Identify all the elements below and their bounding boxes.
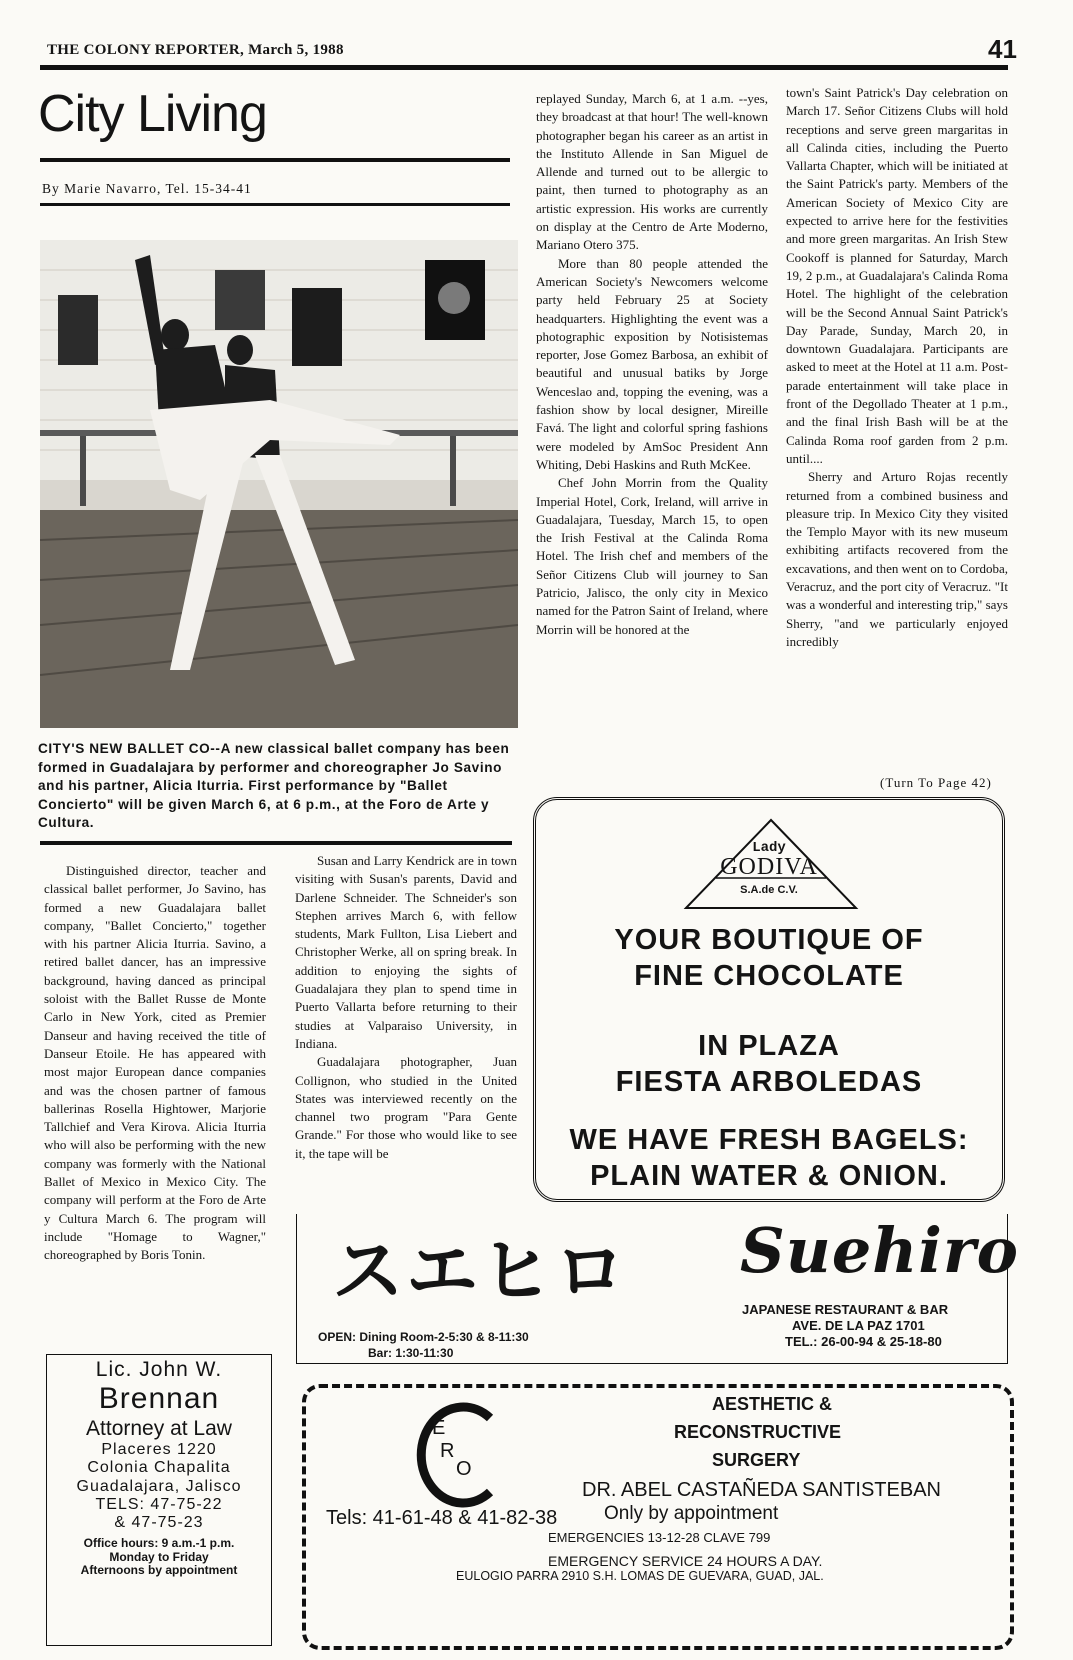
header-rule (40, 65, 1008, 70)
suehiro-type: JAPANESE RESTAURANT & BAR (742, 1302, 949, 1317)
article-column-2 (295, 852, 517, 1163)
godiva-line-1: YOUR BOUTIQUE OF (614, 924, 924, 956)
masthead: THE COLONY REPORTER, March 5, 1988 (47, 42, 344, 58)
attorney-colonia: Colonia Chapalita (87, 1459, 231, 1477)
wall-frame-2 (215, 270, 265, 330)
godiva-logo-name: GODIVA (720, 854, 818, 880)
cero-logo-r: R (440, 1440, 455, 1462)
attorney-ad (46, 1354, 272, 1646)
byline-rule (40, 203, 510, 206)
attorney-street: Placeres 1220 (101, 1440, 217, 1458)
attorney-hours: Office hours: 9 a.m.-1 p.m. (83, 1535, 235, 1550)
godiva-ad (533, 797, 1005, 1202)
suehiro-hours-dining: OPEN: Dining Room-2-5:30 & 8-11:30 (318, 1330, 529, 1344)
photo-caption: CITY'S NEW BALLET CO--A new classical ballet company has been formed in Guadalajara by performer and choreographer Jo Savino and his partner, Alicia Iturria. First performance by "Ballet Concierto" will be given March 6, at 6 p.m., at the Foro de Arte y Cultura. (38, 741, 510, 830)
surgery-appointment: Only by appointment (604, 1503, 779, 1524)
suehiro-hours-bar: Bar: 1:30-11:30 (368, 1346, 454, 1360)
attorney-phone-1: TELS: 47-75-22 (95, 1495, 223, 1513)
cero-logo (412, 1400, 502, 1510)
section-rule (40, 158, 510, 162)
surgery-line-3: SURGERY (712, 1450, 801, 1470)
cero-logo-e: E (432, 1417, 446, 1439)
article-column-1 (44, 862, 266, 1265)
ballet-photo (40, 240, 518, 728)
article-column-3 (536, 90, 768, 639)
godiva-line-6: PLAIN WATER & ONION. (590, 1160, 948, 1192)
surgery-line-2: RECONSTRUCTIVE (674, 1422, 842, 1442)
page-number: 41 (988, 34, 1017, 64)
surgery-service: EMERGENCY SERVICE 24 HOURS A DAY. (548, 1553, 823, 1569)
godiva-line-3: IN PLAZA (698, 1030, 840, 1062)
suehiro-address: AVE. DE LA PAZ 1701 (792, 1318, 925, 1333)
attorney-phone-2: & 47-75-23 (114, 1514, 204, 1532)
suehiro-katakana-logo: スエヒロ (332, 1232, 629, 1312)
godiva-line-4: FIESTA ARBOLEDAS (615, 1066, 923, 1098)
wall-frame-3 (292, 288, 342, 366)
surgery-line-1: AESTHETIC & (712, 1394, 833, 1414)
godiva-line-2: FINE CHOCOLATE (634, 960, 904, 992)
godiva-line-5: WE HAVE FRESH BAGELS: (569, 1124, 969, 1156)
suehiro-phone: TEL.: 26-00-94 & 25-18-80 (785, 1334, 942, 1349)
surgery-doctor: DR. ABEL CASTAÑEDA SANTISTEBAN (582, 1479, 941, 1501)
article-paragraph: Guadalajara photographer, Juan Collignon, who studied in the United States was interviewed recently on the channel two program "Para Gente Grande." For those who would like to see it, the tape will be (295, 1054, 517, 1161)
godiva-logo-sub: S.A.de C.V. (740, 884, 798, 896)
article-paragraph: Sherry and Arturo Rojas recently returned from a combined business and pleasure trip. In Mexico City they visited the Templo Mayor with its new museum exhibiting artifacts recovered from the excavations, and then went on to Cordoba, Veracruz, and the port city of Veracruz. "It was a wonderful and interesting trip," says Sherry, "and we particularly enjoyed incredibly (786, 469, 1008, 649)
caption-rule (40, 841, 512, 845)
article-paragraph: replayed Sunday, March 6, at 1 a.m. --yes, they broadcast at that hour! The well-known photographer began his career as an artist in the Instituto Allende in San Miguel de Allende and turned out to be allergic to paint, then turned to photography as an artistic expression. His works are currently on display at the Centro de Arte Moderno, Mariano Otero 375. (536, 91, 768, 253)
article-column-4 (786, 84, 1008, 651)
article-paragraph: town's Saint Patrick's Day celebration on March 17. Señor Citizens Clubs will hold receptions and serve green margaritas in all Calinda cities, including the Puerto Vallarta Chapter, which will be initiated at the Saint Patrick's party. Members of the American Society of Mexico City are expected to arrive here for the festivities and more green margaritas. An Irish Stew Cookoff is planned for Saturday, March 19, 2 p.m., at Guadalajara's Calinda Roma Hotel. The highlight of the celebration will be the Second Annual Saint Patrick's Day Parade, Sunday, March 20, in downtown Guadalajara. Participants are asked to meet at the Hotel at 11 a.m. Post-parade entertainment will take place in front of the Degollado Theater at 1 p.m., and the final Irish Bash will be at the Calinda Roma roof garden from 2 p.m. until.... (786, 85, 1008, 466)
surgery-emergencies: EMERGENCIES 13-12-28 CLAVE 799 (548, 1530, 771, 1545)
article-paragraph: Chef John Morrin from the Quality Imperial Hotel, Cork, Ireland, will arrive in Guadalajara, Tuesday, March 15, to open the Irish Festival at the Calinda Roma Hotel. The Irish chef and members of the Señor Citizens Club will journey to San Patricio, Jalisco, the only city in Mexico named for the Patron Saint of Ireland, where Morrin will be honored at the (536, 475, 768, 637)
attorney-city: Guadalajara, Jalisco (76, 1477, 242, 1495)
section-title: City Living (38, 85, 267, 143)
attorney-appointment: Afternoons by appointment (80, 1563, 238, 1578)
article-paragraph: Susan and Larry Kendrick are in town visiting with Susan's parents, David and Darlene Schneider. The Schneider's son Stephen arrives March 6, with fellow students, Mark Fullton, Lisa Liebert and Christopher Werke, all on spring break. In addition to enjoying the sights of Guadalajara they plan to spend time in Puerto Vallarta before returning to their studies at Valparaiso University, in Indiana. (295, 853, 517, 1051)
wall-frame-1 (58, 295, 98, 365)
surgery-address: EULOGIO PARRA 2910 S.H. LOMAS DE GUEVARA, GUAD, JAL. (456, 1569, 824, 1583)
surgery-tels: Tels: 41-61-48 & 41-82-38 (326, 1507, 558, 1529)
byline: By Marie Navarro, Tel. 15-34-41 (42, 181, 252, 196)
article-paragraph: Distinguished director, teacher and classical ballet performer, Jo Savino, has formed a new Guadalajara ballet company, "Ballet Concierto," together with his partner Alicia Iturria. Savino, a retired ballet dancer, has an impressive background, having danced as principal soloist with the Ballet Russe de Monte Carlo in New York, cited as Premier Danseur and having received the title of Danseur Etoile. He has appeared with most major European dance companies and was the chosen partner of famous ballerinas Rosella Hightower, Marjorie Tallchief and Vera Kirova. Alicia Iturria who will also be performing with the new company was formerly with the National Ballet of Mexico in Mexico City. The company will perform at the Foro de Arte y Cultura March 6. The program will include "Homage to Wagner," choreographed by Boris Tonin. (44, 863, 266, 1263)
article-paragraph: More than 80 people attended the American Society's Newcomers welcome party held February 25 at Society headquarters. Highlighting the event was a photographic exposition by Notisistemas reporter, Jose Gomez Barbosa, an exhibit of beautiful and unusual batiks by Jorge Wenceslao and, topping the evening, was a fashion show by local designer, Mireille Favá. The light and colorful spring fashions were modeled by AmSoc President Ann Whiting, Debi Haskins and Ruth McKee. (536, 255, 768, 472)
godiva-logo-lady: Lady (752, 840, 786, 856)
attorney-days: Monday to Friday (109, 1549, 209, 1564)
suehiro-brand: Suehiro (740, 1214, 1019, 1287)
attorney-name: Brennan (98, 1382, 220, 1416)
cero-logo-o: O (456, 1458, 472, 1480)
continued-line: (Turn To Page 42) (880, 775, 992, 790)
attorney-title: Lic. John W. (95, 1358, 223, 1381)
attorney-profession: Attorney at Law (86, 1416, 232, 1440)
